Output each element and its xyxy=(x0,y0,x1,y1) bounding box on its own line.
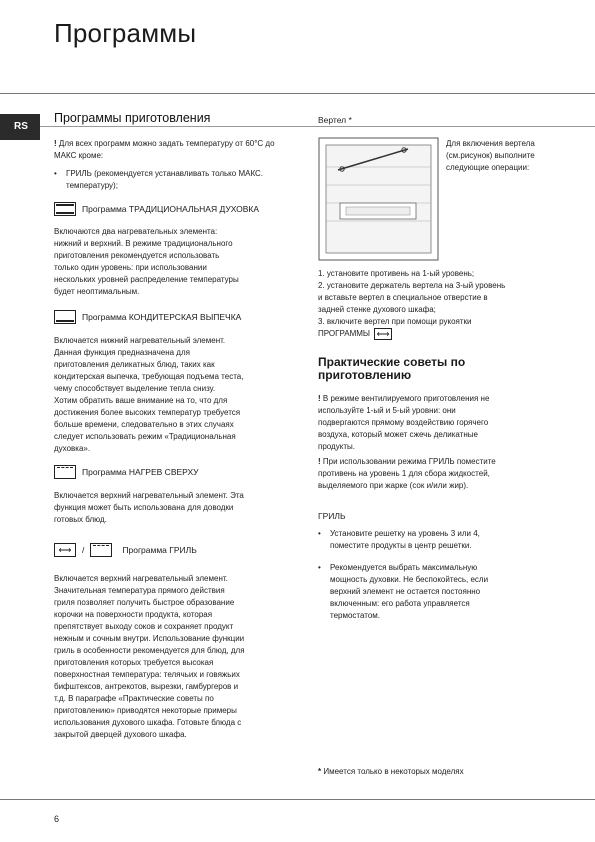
rotisserie-icon: ⟷ xyxy=(374,328,392,340)
icon-separator: / xyxy=(82,545,85,555)
footer-rule xyxy=(0,799,595,800)
page-title: Программы xyxy=(54,18,197,48)
footnote: * Имеется только в некоторых моделях xyxy=(318,767,464,776)
language-tab: RS xyxy=(0,114,40,140)
spit-heading: Вертел * xyxy=(318,115,352,125)
intro-block xyxy=(54,138,294,192)
section-rule xyxy=(40,126,595,127)
program-label: Программа КОНДИТЕРСКАЯ ВЫПЕЧКА xyxy=(82,312,242,322)
conventional-oven-icon xyxy=(54,202,76,216)
program-description: Включается верхний нагревательный элемент. Эта функция может быть использована для доводки готовых блюд. xyxy=(54,491,244,524)
grill-tips xyxy=(318,528,558,622)
grill-icon xyxy=(90,543,112,557)
tip-1: ! В режиме вентилируемого приготовления не используйте 1-ый и 5-ый уровни: они подвергаются прямому воздействию горячего воздуха, который может сжечь деликатные продукты. xyxy=(318,394,490,451)
bottom-heat-icon xyxy=(54,310,76,324)
program-description: Включается верхний нагревательный элемент. Значительная температура прямого действия гриля позволяет получить быстрое образование корочки на поверхности продукта, которая препятствует выходу соков и сохраняет продукт нежным и сочным внутри. Использование функции гриль в особенности рекомендуется для блюд, для приготовления которых требуется высокая поверхностная температура: телячьих и говяжьих бифштексов, антрекотов, вырезки, гамбургеров и т.д. В параграфе «Практические советы по приготовлению» приводятся некоторые примеры использования духового шкафа. Готовьте блюда с закрытой дверцей духового шкафа. xyxy=(54,574,245,739)
page-number: 6 xyxy=(54,814,60,824)
list-item: • Рекомендуется выбрать максимальную мощность духовки. Не беспокойтесь, если верхний элемент не остается постоянно включенным: его работа управляется термостатом. xyxy=(318,562,558,622)
program-description: Включается нижний нагревательный элемент. Данная функция предназначена для приготовления деликатных блюд, таких как кондитерская выпечка, требующая подъема теста, чему способствует выделение тепла снизу. Хотим обратить ваше внимание на то, что для достижения более высоких температур требуется больше времени, следовательно в этих случаях следует использовать режим «Традициональная духовка». xyxy=(54,336,244,453)
oven-rotisserie-illustration xyxy=(318,137,439,261)
tips-heading: Практические советы по приготовлению xyxy=(318,355,466,382)
program-label: Программа ГРИЛЬ xyxy=(122,545,197,555)
top-heat-icon xyxy=(54,465,76,479)
note-mark: ! xyxy=(54,139,57,148)
intro-bullet: • ГРИЛЬ (рекомендуется устанавливать только МАКС. температуру); xyxy=(54,168,294,192)
tip-2: ! При использовании режима ГРИЛЬ поместите противень на уровень 1 для сбора жидкостей, выделяемого при жарке (сок и/или жир). xyxy=(318,457,496,490)
spit-instructions-intro: Для включения вертела (см.рисунок) выполните следующие операции: xyxy=(446,139,535,172)
program-top-heat xyxy=(54,465,199,479)
program-grill xyxy=(54,543,197,557)
top-rule xyxy=(0,93,595,94)
program-pastry xyxy=(54,310,241,324)
program-label: Программа ТРАДИЦИОНАЛЬНАЯ ДУХОВКА xyxy=(82,204,260,214)
list-item: • Установите решетку на уровень 3 или 4, поместите продукты в центр решетки. xyxy=(318,528,558,552)
spit-steps: 1. установите противень на 1-ый уровень; 2. установите держатель вертела на 3-ый уровень и вставьте вертел в специальное отверстие в задней стенке духового шкафа; 3. включите вертел при помощи рукоятки ПРОГРАММЫ ⟷ xyxy=(318,269,506,339)
program-conventional xyxy=(54,202,259,216)
section-heading: Программы приготовления xyxy=(54,111,211,125)
knob-label: ПРОГРАММЫ xyxy=(318,329,371,338)
program-label: Программа НАГРЕВ СВЕРХУ xyxy=(82,467,199,477)
program-description: Включаются два нагревательных элемента: нижний и верхний. В режиме традиционального приготовления рекомендуется использовать только один уровень: при использовании нескольких уровней распределение температуры будет неоптимальным. xyxy=(54,227,239,296)
rotisserie-icon: ⟷ xyxy=(54,543,76,557)
grill-heading: ГРИЛЬ xyxy=(318,511,346,521)
intro-text: Для всех программ можно задать температуру от 60°C до МАКС кроме: xyxy=(54,139,275,160)
